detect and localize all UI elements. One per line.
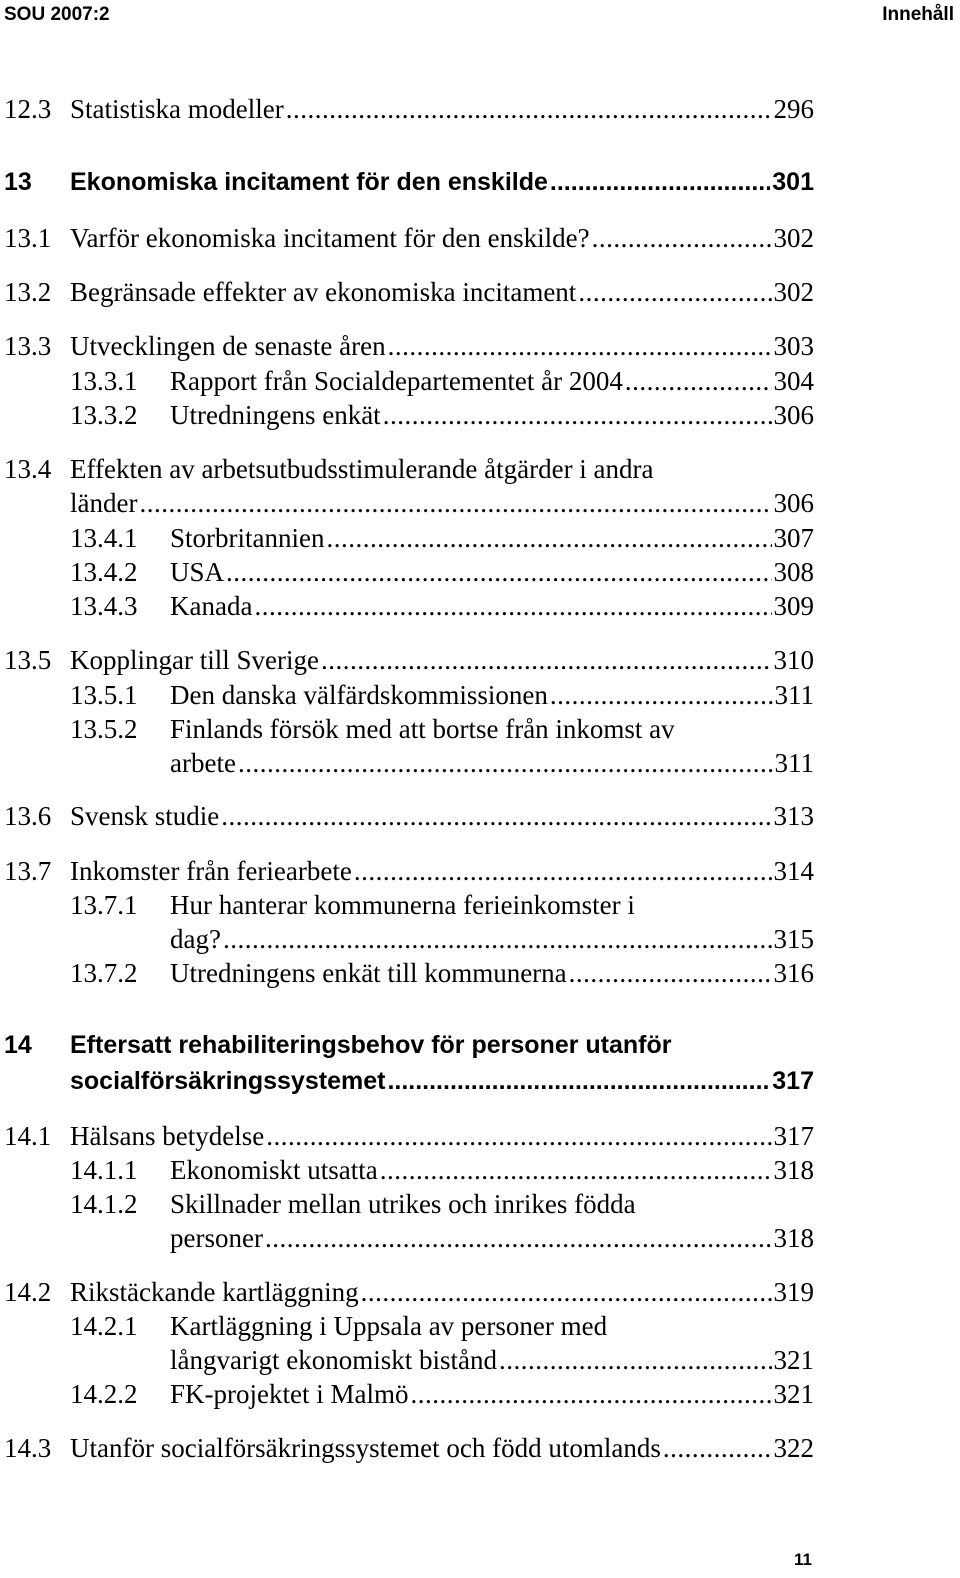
toc-entry-page: 310 [773, 645, 814, 675]
toc-entry-page: 318 [773, 1223, 814, 1253]
toc-entry[interactable] [0, 1309, 814, 1377]
dot-leader [238, 746, 773, 780]
toc-entry-title: Skillnader mellan utrikes och inrikes födda [170, 1189, 636, 1219]
toc-entry[interactable] [0, 589, 814, 623]
toc-entry-title: Rikstäckande kartläggning [70, 1277, 359, 1307]
toc-entry[interactable] [0, 712, 814, 780]
toc-entry[interactable] [0, 92, 814, 126]
toc-entry-page: 318 [773, 1155, 814, 1185]
dot-leader [383, 398, 772, 432]
toc-entry-number: 13.4 [4, 454, 52, 484]
toc-entry-title: Storbritannien [170, 523, 325, 553]
toc-entry-number: 14.1.2 [70, 1189, 138, 1219]
toc-entry-title: Hälsans betydelse [70, 1121, 265, 1151]
dot-leader [499, 1343, 772, 1377]
dot-leader [380, 1153, 772, 1187]
toc-entry-page: 319 [773, 1277, 814, 1307]
toc-entry-number: 13.1 [4, 223, 52, 253]
toc-entry-title: Ekonomiskt utsatta [170, 1155, 378, 1185]
toc-entry[interactable] [0, 888, 814, 956]
toc-entry[interactable] [0, 1377, 814, 1411]
dot-leader [223, 922, 772, 956]
toc-entry-number: 14.2.1 [70, 1311, 138, 1341]
toc-entry[interactable] [0, 398, 814, 432]
toc-entry-title: Inkomster från feriearbete [70, 856, 352, 886]
toc-entry-title: Varför ekonomiska incitament för den enskilde? [70, 223, 590, 253]
toc-entry-page: 313 [773, 801, 814, 831]
dot-leader [569, 956, 772, 990]
toc-entry-title: Kopplingar till Sverige [70, 645, 319, 675]
toc-entry[interactable] [0, 555, 814, 589]
dot-leader [326, 521, 771, 555]
toc-entry-number: 13.6 [4, 801, 52, 831]
toc-entry-page: 309 [773, 591, 814, 621]
dot-leader [387, 1063, 770, 1099]
toc-entry-title: Utanför socialförsäkringssystemet och född utomlands [70, 1433, 661, 1463]
toc-entry-number: 14.3 [4, 1433, 52, 1463]
dot-leader [550, 164, 770, 200]
page-number: 11 [794, 1550, 812, 1569]
toc-entry-title: Statistiska modeller [70, 94, 284, 124]
toc-entry-title: FK-projektet i Malmö [170, 1379, 409, 1409]
toc-entry-title: Rapport från Socialdepartementet år 2004 [170, 366, 623, 396]
toc-entry[interactable] [0, 1431, 814, 1465]
toc-entry-number: 14.2 [4, 1277, 52, 1307]
toc-entry-number: 13.2 [4, 277, 52, 307]
toc-entry-title: Utredningens enkät till kommunerna [170, 958, 567, 988]
dot-leader [361, 1275, 772, 1309]
dot-leader [550, 678, 773, 712]
dot-leader [578, 275, 771, 309]
toc-entry[interactable] [0, 364, 814, 398]
toc-entry-title: Svensk studie [70, 801, 220, 831]
toc-entry-title: socialförsäkringssystemet [70, 1067, 386, 1095]
toc-entry[interactable] [0, 329, 814, 363]
toc-entry-page: 301 [772, 168, 814, 196]
toc-entry-page: 311 [774, 680, 814, 710]
toc-entry[interactable] [0, 452, 814, 520]
toc-entry[interactable] [0, 1187, 814, 1255]
toc-entry[interactable] [0, 643, 814, 677]
toc-entry-title: Eftersatt rehabiliteringsbehov för personer utanför [70, 1031, 672, 1059]
toc-entry-number: 14.2.2 [70, 1379, 138, 1409]
toc-entry-page: 308 [773, 557, 814, 587]
dot-leader [625, 364, 772, 398]
toc-entry-title: Utredningens enkät [170, 400, 381, 430]
toc-entry-number: 13.7 [4, 856, 52, 886]
toc-entry-title: Den danska välfärdskommissionen [170, 680, 548, 710]
dot-leader [410, 1377, 771, 1411]
toc-entry[interactable] [0, 221, 814, 255]
toc-entry-number: 14.1 [4, 1121, 52, 1151]
toc-entry[interactable] [0, 1119, 814, 1153]
dot-leader [592, 221, 772, 255]
toc-entry-page: 307 [773, 523, 814, 553]
dot-leader [388, 329, 772, 363]
toc-entry-page: 317 [773, 1121, 814, 1151]
toc-entry-title: länder [70, 488, 138, 518]
toc-entry-number: 13.5 [4, 645, 52, 675]
toc-entry-title: Ekonomiska incitament för den enskilde [70, 168, 548, 196]
dot-leader [265, 1221, 772, 1255]
toc-entry-page: 302 [773, 277, 814, 307]
toc-entry-page: 303 [773, 331, 814, 361]
toc-entry-title: Kanada [170, 591, 253, 621]
toc-entry-number: 13.7.2 [70, 958, 138, 988]
toc-entry-title: USA [170, 557, 225, 587]
dot-leader [254, 589, 771, 623]
toc-entry-title: långvarigt ekonomiskt bistånd [170, 1345, 497, 1375]
dot-leader [226, 555, 771, 589]
toc-entry-page: 321 [773, 1379, 814, 1409]
running-header-right: Innehåll [882, 4, 954, 25]
running-header-left: SOU 2007:2 [4, 4, 110, 25]
toc-entry-title: Hur hanterar kommunerna ferieinkomster i [170, 890, 635, 920]
toc-entry-number: 13.4.1 [70, 523, 138, 553]
dot-leader [663, 1431, 772, 1465]
toc-entry-title: Begränsade effekter av ekonomiska incitament [70, 277, 577, 307]
toc-entry[interactable] [0, 1153, 814, 1187]
toc-entry-number: 13.3.1 [70, 366, 138, 396]
toc-entry-title: Effekten av arbetsutbudsstimulerande åtgärder i andra [70, 454, 654, 484]
dot-leader [221, 799, 771, 833]
toc-entry[interactable] [0, 956, 814, 990]
toc-entry-page: 322 [773, 1433, 814, 1463]
toc-entry-page: 311 [774, 748, 814, 778]
toc-entry[interactable] [0, 1027, 814, 1099]
toc-entry-number: 12.3 [4, 94, 52, 124]
toc-entry[interactable] [0, 275, 814, 309]
toc-entry[interactable] [0, 799, 814, 833]
toc-entry[interactable] [0, 164, 814, 200]
toc-entry-title: Kartläggning i Uppsala av personer med [170, 1311, 608, 1341]
toc-entry-number: 13.5.2 [70, 714, 138, 744]
toc-entry-number: 14.1.1 [70, 1155, 138, 1185]
toc-entry[interactable] [0, 854, 814, 888]
toc-entry-number: 13.5.1 [70, 680, 138, 710]
toc-entry-title: dag? [170, 924, 221, 954]
toc-entry-title: Utvecklingen de senaste åren [70, 331, 386, 361]
toc-entry-number: 13.3 [4, 331, 52, 361]
toc-entry-number: 13.3.2 [70, 400, 138, 430]
toc-entry-number: 13.4.3 [70, 591, 138, 621]
toc-entry-page: 316 [773, 958, 814, 988]
dot-leader [266, 1119, 771, 1153]
toc-entry[interactable] [0, 521, 814, 555]
toc-entry-title: personer [170, 1223, 263, 1253]
toc-entry-page: 304 [773, 366, 814, 396]
dot-leader [354, 854, 772, 888]
dot-leader [286, 92, 772, 126]
toc-entry-page: 306 [773, 400, 814, 430]
toc-entry-page: 317 [772, 1067, 814, 1095]
toc-entry-title: arbete [170, 748, 236, 778]
toc-entry-number: 13.7.1 [70, 890, 138, 920]
toc-entry-page: 321 [773, 1345, 814, 1375]
toc-entry[interactable] [0, 1275, 814, 1309]
dot-leader [321, 643, 772, 677]
toc-entry-number: 13.4.2 [70, 557, 138, 587]
toc-entry-page: 302 [773, 223, 814, 253]
toc-entry-page: 315 [773, 924, 814, 954]
toc-entry[interactable] [0, 678, 814, 712]
toc-entry-title: Finlands försök med att bortse från inkomst av [170, 714, 675, 744]
dot-leader [139, 486, 771, 520]
toc-entry-page: 306 [773, 488, 814, 518]
toc-entry-page: 314 [773, 856, 814, 886]
toc-entry-page: 296 [773, 94, 814, 124]
toc-entry-number: 14 [4, 1031, 32, 1059]
toc-entry-number: 13 [4, 168, 32, 196]
